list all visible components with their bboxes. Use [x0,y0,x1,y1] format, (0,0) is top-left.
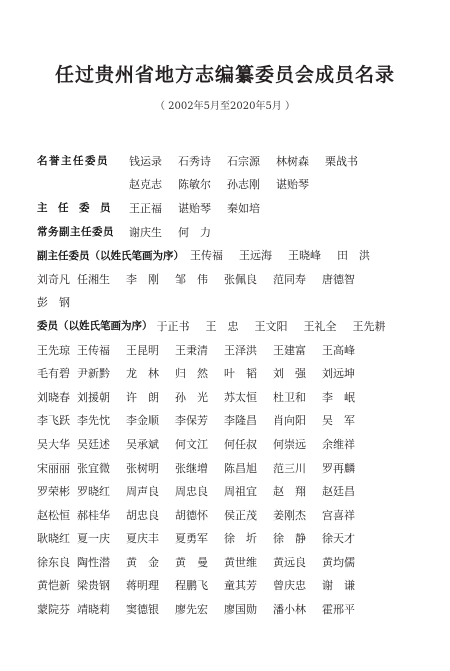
member-name: 余维祥 [322,437,355,451]
member-name: 陈昌旭 [224,461,257,475]
name-line [37,389,371,405]
member-name: 廖国勋 [224,603,257,617]
member-name: 于正书 [156,319,190,333]
member-name: 李先忱 [77,414,110,428]
member-name: 王秉清 [175,343,208,357]
name-line [129,224,227,240]
member-name: 夏一庆 [77,532,110,546]
member-name: 胡德怀 [175,508,208,522]
member-name: 任湘生 [77,272,110,286]
member-name: 范三川 [273,461,306,475]
member-name: 孙志刚 [227,178,260,192]
name-line [37,412,371,428]
name-line [129,153,374,169]
member-name: 张宜微 [77,461,110,475]
member-name: 王先琼 [37,343,70,357]
section-members [37,314,437,621]
member-name: 田 洪 [337,249,370,263]
member-name: 蒋明理 [126,579,159,593]
member-name: 范同寿 [273,272,306,286]
section-row [37,314,437,338]
member-name: 王泽洪 [224,343,257,357]
member-name: 李 刚 [126,272,159,286]
section-row [37,338,437,362]
section-row [37,385,437,409]
member-name: 谌贻琴 [178,201,211,215]
member-name: 刘奇凡 [37,272,70,286]
section-row [37,196,437,220]
member-name: 张继增 [175,461,208,475]
member-name: 胡忠良 [126,508,159,522]
member-name: 谢庆生 [129,225,162,239]
name-line [37,554,371,570]
member-name: 王礼全 [303,319,337,333]
member-name: 窦德银 [126,603,159,617]
member-name: 张佩良 [224,272,257,286]
member-name: 赵廷昌 [322,485,355,499]
member-name: 郝桂华 [77,508,110,522]
member-name: 宫喜祥 [322,508,355,522]
page-title: 任过贵州省地方志编纂委员会成员名录 [54,64,395,86]
member-name: 叶 韬 [224,367,257,381]
member-name: 李飞跃 [37,414,70,428]
member-name: 黄 金 [126,555,159,569]
member-name: 王传福 [190,249,223,263]
member-name: 唐德智 [322,272,355,286]
member-name: 刘 强 [273,367,306,381]
member-name: 吴廷述 [77,437,110,451]
member-name: 王正福 [129,201,162,215]
member-name: 侯正茂 [224,508,257,522]
member-name: 王传福 [77,343,110,357]
member-name: 吴承斌 [126,437,159,451]
member-name: 王建富 [273,343,306,357]
section-row [37,456,437,480]
member-name: 何任叔 [224,437,257,451]
member-name: 赵松恒 [37,508,70,522]
member-name: 栗战书 [325,154,358,168]
member-name: 林树森 [276,154,309,168]
member-name: 王 忠 [205,319,239,333]
section-row [37,173,437,197]
name-line [37,271,371,287]
member-name: 罗晓红 [77,485,110,499]
name-line [129,200,276,216]
name-line [129,176,325,192]
member-name: 徐东良 [37,555,70,569]
name-line [37,365,371,381]
member-name: 毛有碧 [37,367,70,381]
page-subtitle: （ 2002年5月至2020年5月 ） [155,101,295,112]
member-name: 王昆明 [126,343,159,357]
member-name: 陈敏尔 [178,178,211,192]
member-name: 李金顺 [126,414,159,428]
member-name: 秦如培 [227,201,260,215]
name-line [190,247,386,263]
member-name: 黄远良 [273,555,306,569]
member-name: 陶性潜 [77,555,110,569]
member-name: 夏庆丰 [126,532,159,546]
member-name: 孙 光 [175,390,208,404]
member-name: 黄 曼 [175,555,208,569]
member-name: 曾庆忠 [273,579,306,593]
member-name: 王先耕 [352,319,386,333]
member-name: 王高峰 [322,343,355,357]
member-name: 苏太恒 [224,390,257,404]
member-name: 潘小林 [273,603,306,617]
member-name: 李保芳 [175,414,208,428]
member-name: 周祖宜 [224,485,257,499]
member-name: 王远海 [239,249,272,263]
member-name: 廖先宏 [175,603,208,617]
member-name: 赵 翔 [273,485,306,499]
section-row [37,574,437,598]
member-name: 何崇远 [273,437,306,451]
section-row [37,432,437,456]
member-name: 刘远坤 [322,367,355,381]
section-label: 主 任 委 员 [37,202,111,215]
member-name: 李 岷 [322,390,355,404]
member-name: 徐 圻 [224,532,257,546]
section-row [37,149,437,173]
name-line [37,294,77,310]
member-name: 归 然 [175,367,208,381]
member-name: 黄恺新 [37,579,70,593]
member-name: 尹新黔 [77,367,110,381]
section-row [37,291,437,315]
name-line [37,577,371,593]
member-name: 许 朗 [126,390,159,404]
member-name: 徐 静 [273,532,306,546]
section-label: 委员（以姓氏笔画为序） [37,320,153,333]
section-row [37,550,437,574]
member-name: 杜卫和 [273,390,306,404]
member-name: 耿晓红 [37,532,70,546]
member-name: 周忠良 [175,485,208,499]
name-line [37,436,371,452]
member-name: 梁贵钢 [77,579,110,593]
member-name: 谌贻琴 [276,178,309,192]
section-row [37,243,437,267]
section-row [37,479,437,503]
name-line [37,483,371,499]
section-row [37,361,437,385]
section-row [37,267,437,291]
member-name: 罗再麟 [322,461,355,475]
member-name: 谢 谦 [322,579,355,593]
name-line [37,342,371,358]
section-honorary-directors [37,149,437,196]
member-name: 张树明 [126,461,159,475]
name-line [157,318,402,334]
member-name: 刘援朝 [77,390,110,404]
member-name: 钱运录 [129,154,162,168]
section-row [37,409,437,433]
member-name: 李隆昌 [224,414,257,428]
section-row [37,597,437,621]
member-name: 黄世维 [224,555,257,569]
member-name: 赵克志 [129,178,162,192]
member-name: 石宗源 [227,154,260,168]
member-name: 何 力 [178,225,211,239]
member-name: 肖向阳 [273,414,306,428]
name-line [37,601,371,617]
name-line [37,460,371,476]
member-name: 王文阳 [254,319,288,333]
member-name: 何文江 [175,437,208,451]
member-list [37,149,437,621]
section-label: 常务副主任委员 [37,226,114,239]
member-name: 夏勇军 [175,532,208,546]
member-name: 石秀诗 [178,154,211,168]
member-name: 龙 林 [126,367,159,381]
section-row [37,503,437,527]
member-name: 邹 伟 [175,272,208,286]
member-name: 蒙院芬 [37,603,70,617]
member-name: 程鹏飞 [175,579,208,593]
section-row [37,220,437,244]
member-name: 刘晓春 [37,390,70,404]
member-name: 吴 军 [322,414,355,428]
section-label: 副主任委员（以姓氏笔画为序） [37,249,184,262]
member-name: 徐天才 [322,532,355,546]
member-name: 靖晓莉 [77,603,110,617]
member-name: 王晓峰 [288,249,321,263]
member-name: 姜刚杰 [273,508,306,522]
section-executive-deputy-directors [37,220,437,244]
member-name: 童其芳 [224,579,257,593]
member-name: 黄均儒 [322,555,355,569]
member-name: 霍邢平 [322,603,355,617]
section-directors [37,196,437,220]
member-name: 宋丽丽 [37,461,70,475]
section-deputy-directors [37,243,437,314]
member-name: 吴大华 [37,437,70,451]
section-row [37,527,437,551]
member-name: 罗荣彬 [37,485,70,499]
name-line [37,530,371,546]
member-name: 彭 钢 [37,296,70,310]
section-label: 名誉主任委员 [37,155,109,168]
member-name: 周声良 [126,485,159,499]
name-line [37,507,371,523]
